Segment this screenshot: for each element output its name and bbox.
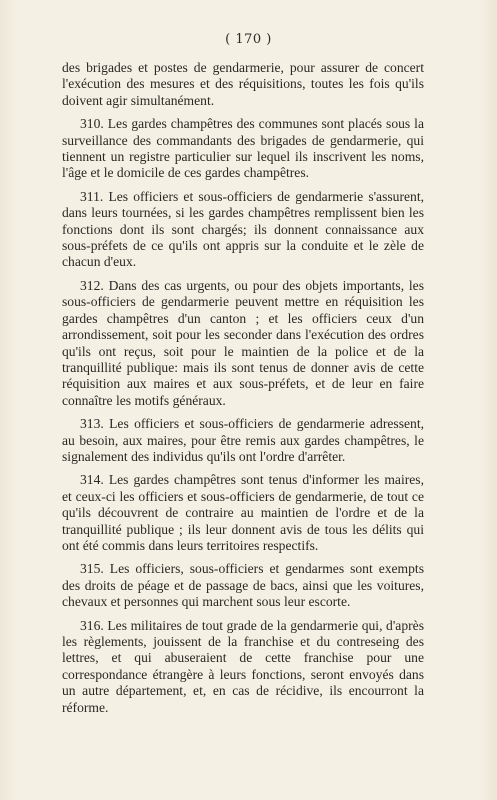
page-number: ( 170 ): [225, 32, 272, 47]
paragraph-number: 316.: [80, 617, 104, 633]
paragraph-313: [62, 416, 424, 465]
paragraph-number: 310.: [80, 116, 104, 132]
paragraph-314: [62, 472, 424, 554]
paragraph-number: 312.: [80, 277, 104, 293]
paragraph-316: [62, 618, 424, 716]
paragraph-number: 315.: [80, 561, 104, 577]
paragraph-text: Les officiers et sous-officiers de gendarmerie adressent, au besoin, aux maires, pour être remis aux gardes champêtres, le signalement des individus qu'ils ont l'ordre d'arrêter.: [62, 416, 424, 464]
paragraph-text: Les gardes champêtres des communes sont placés sous la surveillance des commandants des brigades de gendarmerie, qui tiennent un registre particulier sur lequel ils inscrivent les noms, l'âge et le domicile de ces gardes champêtres.: [62, 116, 424, 181]
paragraph-text: Les militaires de tout grade de la gendarmerie qui, d'après les règlements, jouissent de la franchise et du contreseing des lettres, et qui abuseraient de cette franchise pour une correspondance étrangère à leurs fonctions, seront envoyés dans un autre département, et, en cas de récidive, ils encourront la réforme.: [62, 617, 424, 715]
paragraph-number: 314.: [80, 472, 104, 488]
paragraph-text: Les officiers, sous-officiers et gendarmes sont exempts des droits de péage et de passage de bacs, ainsi que les voitures, chevaux et personnes qui marchent sous leur escorte.: [62, 561, 424, 610]
paragraph-number: 311.: [80, 188, 104, 204]
paragraph-number: 313.: [80, 416, 104, 432]
paragraph-315: [62, 561, 424, 610]
paragraph-311: [62, 189, 424, 271]
body-text: [62, 60, 424, 723]
paragraph-continuation: [62, 60, 424, 109]
paragraph-text: des brigades et postes de gendarmerie, pour assurer de concert l'exécution des mesures et des réquisitions, toutes les fois qu'ils doivent agir simultanément.: [62, 60, 424, 108]
paragraph-text: Les gardes champêtres sont tenus d'informer les maires, et ceux-ci les officiers et sous-officiers de gendarmerie, de tout ce qu'ils découvrent de contraire au maintien de l'ordre et de la tranquillité publique ; ils leur donnent avis de tous les délits qui ont été commis dans leurs territoires respectifs.: [62, 472, 424, 553]
paragraph-text: Les officiers et sous-officiers de gendarmerie s'assurent, dans leurs tournées, si les gardes champêtres remplissent bien les fonctions dont ils sont chargés; ils donnent connaissance aux sous-préfets de ce qu'ils ont appris sur la conduite et le zèle de chacun d'eux.: [62, 188, 424, 270]
paragraph-312: [62, 278, 424, 409]
paragraph-text: Dans des cas urgents, ou pour des objets importants, les sous-officiers de gendarmerie peuvent mettre en réquisition les gardes champêtres d'un canton ; et les officiers ceux d'un arrondissement, soit pour les seconder dans l'exécution des ordres qu'ils ont reçus, soit pour le maintien de la police et de la tranquillité publique: mais ils sont tenus de donner avis de cette réquisition aux maires et aux sous-préfets, et de leur en faire connaître les motifs généraux.: [62, 277, 425, 408]
paragraph-310: [62, 116, 424, 182]
